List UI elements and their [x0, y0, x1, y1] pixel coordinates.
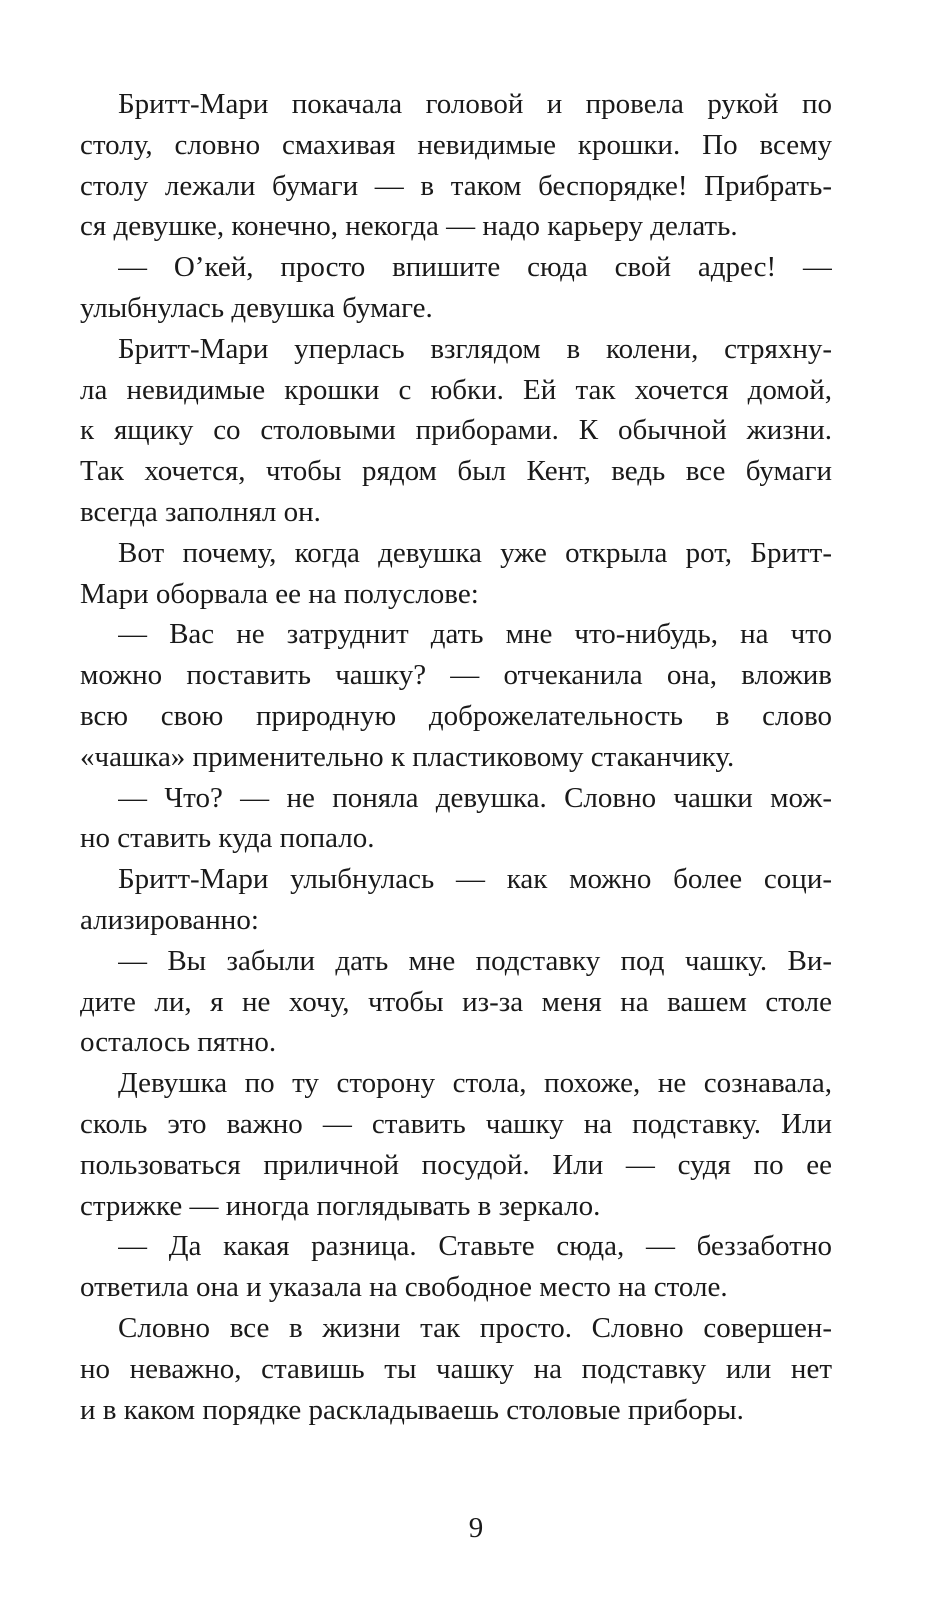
text-line: — Вас не затруднит дать мне что-нибудь, на что — [118, 618, 832, 651]
text-line: Мари оборвала ее на полуслове: — [80, 577, 479, 610]
text-line: Бритт-Мари улыбнулась — как можно более соци- — [118, 863, 832, 896]
text-line: но ставить куда попало. — [80, 822, 375, 855]
text-line: осталось пятно. — [80, 1026, 277, 1059]
text-line: Бритт-Мари покачала головой и провела рукой по — [118, 88, 832, 120]
text-line: — Да какая разница. Ставьте сюда, — беззаботно — [118, 1230, 832, 1263]
text-line: — О’кей, просто впишите сюда свой адрес! — — [118, 251, 832, 284]
text-line: «чашка» применительно к пластиковому стаканчику. — [80, 740, 735, 773]
text-line: столу лежали бумаги — в таком беспорядке! Прибрать- — [80, 169, 832, 202]
text-line: и в каком порядке раскладываешь столовые приборы. — [80, 1393, 744, 1426]
text-line: Вот почему, когда девушка уже открыла рот, Бритт- — [118, 536, 832, 569]
text-line: ла невидимые крошки с юбки. Ей так хочется домой, — [80, 373, 832, 406]
text-line: к ящику со столовыми приборами. К обычной жизни. — [80, 414, 832, 447]
text-line: Так хочется, чтобы рядом был Кент, ведь все бумаги — [80, 455, 832, 488]
page-number: 9 — [468, 1512, 484, 1544]
text-line: ответила она и указала на свободное место на столе. — [80, 1271, 728, 1304]
text-line: всю свою природную доброжелательность в слово — [80, 700, 832, 732]
text-line: столу, словно смахивая невидимые крошки. По всему — [80, 128, 832, 161]
text-line: Девушка по ту сторону стола, похоже, не сознавала, — [118, 1067, 832, 1100]
text-line: дите ли, я не хочу, чтобы из-за меня на вашем столе — [80, 985, 832, 1018]
text-line: улыбнулась девушка бумаге. — [80, 292, 433, 324]
text-line: стрижке — иногда поглядывать в зеркало. — [80, 1189, 601, 1222]
text-line: пользоваться приличной посудой. Или — судя по ее — [80, 1148, 832, 1181]
text-line: — Вы забыли дать мне подставку под чашку. Ви- — [118, 944, 832, 977]
text-line: сколь это важно — ставить чашку на подставку. Или — [80, 1108, 832, 1140]
text-line: ся девушке, конечно, некогда — надо карьеру делать. — [80, 210, 738, 243]
text-line: можно поставить чашку? — отчеканила она, вложив — [80, 659, 832, 692]
text-line: ализированно: — [80, 904, 259, 936]
text-line: Словно все в жизни так просто. Словно совершен- — [118, 1312, 832, 1344]
text-line: но неважно, ставишь ты чашку на подставку или нет — [80, 1352, 832, 1385]
text-line: Бритт-Мари уперлась взглядом в колени, стряхну- — [118, 332, 832, 365]
text-line: всегда заполнял он. — [80, 496, 321, 528]
text-line: — Что? — не поняла девушка. Словно чашки мож- — [118, 781, 832, 814]
